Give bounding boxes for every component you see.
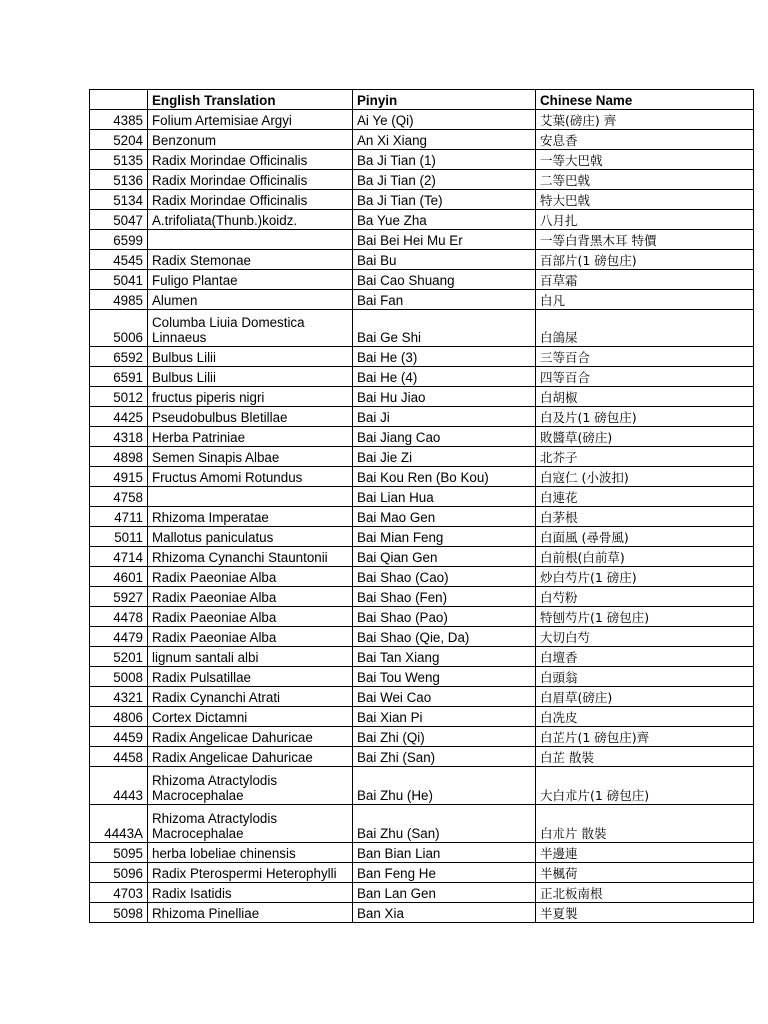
chinese-name-cell: 正北板南根 <box>536 883 754 903</box>
pinyin-cell: Bai Zhi (San) <box>353 747 536 767</box>
item-id-cell: 4479 <box>90 627 148 647</box>
english-translation-cell: Columba Liuia Domestica Linnaeus <box>148 310 353 347</box>
english-translation-cell: Radix Isatidis <box>148 883 353 903</box>
herb-price-table <box>89 89 754 923</box>
pinyin-cell: Bai Tou Weng <box>353 667 536 687</box>
item-id-cell: 6591 <box>90 367 148 387</box>
pinyin-cell: Bai Qian Gen <box>353 547 536 567</box>
table-row <box>90 427 754 447</box>
table-row <box>90 250 754 270</box>
chinese-name-cell: 白茅根 <box>536 507 754 527</box>
item-id-cell: 6599 <box>90 230 148 250</box>
item-id-cell: 5008 <box>90 667 148 687</box>
english-translation-cell: Radix Angelicae Dahuricae <box>148 727 353 747</box>
chinese-name-cell: 百草霜 <box>536 270 754 290</box>
pinyin-cell: Ban Feng He <box>353 863 536 883</box>
item-id-cell: 4806 <box>90 707 148 727</box>
pinyin-cell: Bai Shao (Pao) <box>353 607 536 627</box>
chinese-name-cell: 白凡 <box>536 290 754 310</box>
pinyin-cell: Bai Lian Hua <box>353 487 536 507</box>
item-id-cell: 5095 <box>90 843 148 863</box>
chinese-name-cell: 八月扎 <box>536 210 754 230</box>
chinese-name-cell: 白芷片(1 磅包庄)齊 <box>536 727 754 747</box>
item-id-cell: 5134 <box>90 190 148 210</box>
chinese-name-cell: 半夏製 <box>536 903 754 923</box>
pinyin-cell: Bai Zhi (Qi) <box>353 727 536 747</box>
item-id-cell: 4443A <box>90 805 148 843</box>
chinese-name-cell: 一等大巴戟 <box>536 150 754 170</box>
pinyin-cell: Bai Jie Zi <box>353 447 536 467</box>
english-translation-cell: A.trifoliata(Thunb.)koidz. <box>148 210 353 230</box>
item-id-cell: 5927 <box>90 587 148 607</box>
english-translation-cell: Radix Pterospermi Heterophylli <box>148 863 353 883</box>
table-row <box>90 707 754 727</box>
pinyin-cell: Bai Bei Hei Mu Er <box>353 230 536 250</box>
item-id-cell: 6592 <box>90 347 148 367</box>
english-translation-cell: Benzonum <box>148 130 353 150</box>
table-row <box>90 387 754 407</box>
table-row <box>90 130 754 150</box>
pinyin-cell: Bai Fan <box>353 290 536 310</box>
table-row <box>90 567 754 587</box>
chinese-name-cell: 白芷 散裝 <box>536 747 754 767</box>
pinyin-cell: Ban Lan Gen <box>353 883 536 903</box>
english-translation-cell: Radix Angelicae Dahuricae <box>148 747 353 767</box>
english-translation-cell: Cortex Dictamni <box>148 707 353 727</box>
chinese-name-cell: 三等百合 <box>536 347 754 367</box>
item-id-cell: 5041 <box>90 270 148 290</box>
pinyin-cell: Ba Yue Zha <box>353 210 536 230</box>
chinese-name-cell: 北芥子 <box>536 447 754 467</box>
chinese-name-cell: 特大巴戟 <box>536 190 754 210</box>
chinese-name-cell: 白頭翁 <box>536 667 754 687</box>
column-header-english: English Translation <box>148 90 353 110</box>
chinese-name-cell: 白芍粉 <box>536 587 754 607</box>
english-translation-cell: Bulbus Lilii <box>148 367 353 387</box>
chinese-name-cell: 炒白芍片(1 磅庄) <box>536 567 754 587</box>
item-id-cell: 4898 <box>90 447 148 467</box>
item-id-cell: 4601 <box>90 567 148 587</box>
chinese-name-cell: 大切白芍 <box>536 627 754 647</box>
pinyin-cell: Bai Xian Pi <box>353 707 536 727</box>
table-row <box>90 527 754 547</box>
chinese-name-cell: 白連花 <box>536 487 754 507</box>
chinese-name-cell: 白胡椒 <box>536 387 754 407</box>
english-translation-cell: Folium Artemisiae Argyi <box>148 110 353 130</box>
item-id-cell: 4985 <box>90 290 148 310</box>
table-row <box>90 667 754 687</box>
item-id-cell: 4443 <box>90 767 148 805</box>
english-translation-cell: fructus piperis nigri <box>148 387 353 407</box>
table-row <box>90 467 754 487</box>
english-translation-cell: Radix Paeoniae Alba <box>148 627 353 647</box>
item-id-cell: 4318 <box>90 427 148 447</box>
table-row <box>90 407 754 427</box>
table-row <box>90 587 754 607</box>
pinyin-cell: Ai Ye (Qi) <box>353 110 536 130</box>
column-header-pinyin: Pinyin <box>353 90 536 110</box>
pinyin-cell: Ban Bian Lian <box>353 843 536 863</box>
english-translation-cell: Rhizoma Pinelliae <box>148 903 353 923</box>
chinese-name-cell: 半楓荷 <box>536 863 754 883</box>
table-row <box>90 367 754 387</box>
column-header-chinese: Chinese Name <box>536 90 754 110</box>
item-id-cell: 4703 <box>90 883 148 903</box>
table-row <box>90 843 754 863</box>
item-id-cell: 5098 <box>90 903 148 923</box>
table-row <box>90 270 754 290</box>
item-id-cell: 4478 <box>90 607 148 627</box>
table-row <box>90 767 754 805</box>
english-translation-cell: Radix Paeoniae Alba <box>148 587 353 607</box>
english-translation-cell: Rhizoma Atractylodis Macrocephalae <box>148 805 353 843</box>
table-row <box>90 447 754 467</box>
item-id-cell: 4385 <box>90 110 148 130</box>
table-row <box>90 903 754 923</box>
chinese-name-cell: 百部片(1 磅包庄) <box>536 250 754 270</box>
pinyin-cell: Bai Ge Shi <box>353 310 536 347</box>
item-id-cell: 4714 <box>90 547 148 567</box>
pinyin-cell: Bai Zhu (San) <box>353 805 536 843</box>
chinese-name-cell: 白前根(白前草) <box>536 547 754 567</box>
english-translation-cell: Radix Cynanchi Atrati <box>148 687 353 707</box>
pinyin-cell: Bai Ji <box>353 407 536 427</box>
table-row <box>90 487 754 507</box>
item-id-cell: 5047 <box>90 210 148 230</box>
english-translation-cell: Semen Sinapis Albae <box>148 447 353 467</box>
english-translation-cell: Fructus Amomi Rotundus <box>148 467 353 487</box>
chinese-name-cell: 二等巴戟 <box>536 170 754 190</box>
chinese-name-cell: 敗醬草(磅庄) <box>536 427 754 447</box>
item-id-cell: 5011 <box>90 527 148 547</box>
pinyin-cell: Ba Ji Tian (2) <box>353 170 536 190</box>
english-translation-cell: Mallotus paniculatus <box>148 527 353 547</box>
pinyin-cell: An Xi Xiang <box>353 130 536 150</box>
item-id-cell: 5204 <box>90 130 148 150</box>
item-id-cell: 4458 <box>90 747 148 767</box>
english-translation-cell: Radix Paeoniae Alba <box>148 567 353 587</box>
english-translation-cell: Radix Morindae Officinalis <box>148 190 353 210</box>
pinyin-cell: Bai Kou Ren (Bo Kou) <box>353 467 536 487</box>
pinyin-cell: Bai Shao (Cao) <box>353 567 536 587</box>
item-id-cell: 5006 <box>90 310 148 347</box>
table-row <box>90 727 754 747</box>
pinyin-cell: Ba Ji Tian (1) <box>353 150 536 170</box>
pinyin-cell: Bai Hu Jiao <box>353 387 536 407</box>
table-row <box>90 347 754 367</box>
column-header-id <box>90 90 148 110</box>
pinyin-cell: Bai Mao Gen <box>353 507 536 527</box>
chinese-name-cell: 大白朮片(1 磅包庄) <box>536 767 754 805</box>
pinyin-cell: Bai Zhu (He) <box>353 767 536 805</box>
english-translation-cell: Pseudobulbus Bletillae <box>148 407 353 427</box>
chinese-name-cell: 白冼皮 <box>536 707 754 727</box>
pinyin-cell: Bai Wei Cao <box>353 687 536 707</box>
pinyin-cell: Bai Shao (Fen) <box>353 587 536 607</box>
pinyin-cell: Bai Jiang Cao <box>353 427 536 447</box>
chinese-name-cell: 安息香 <box>536 130 754 150</box>
item-id-cell: 4711 <box>90 507 148 527</box>
chinese-name-cell: 四等百合 <box>536 367 754 387</box>
chinese-name-cell: 特刨芍片(1 磅包庄) <box>536 607 754 627</box>
english-translation-cell: Rhizoma Cynanchi Stauntonii <box>148 547 353 567</box>
item-id-cell: 4545 <box>90 250 148 270</box>
table-row <box>90 607 754 627</box>
item-id-cell: 4915 <box>90 467 148 487</box>
table-row <box>90 110 754 130</box>
chinese-name-cell: 白眉草(磅庄) <box>536 687 754 707</box>
pinyin-cell: Bai Bu <box>353 250 536 270</box>
pinyin-cell: Bai Tan Xiang <box>353 647 536 667</box>
pinyin-cell: Bai Shao (Qie, Da) <box>353 627 536 647</box>
english-translation-cell: Alumen <box>148 290 353 310</box>
english-translation-cell <box>148 230 353 250</box>
english-translation-cell: Radix Morindae Officinalis <box>148 150 353 170</box>
table-row <box>90 170 754 190</box>
table-row <box>90 507 754 527</box>
table-header-row <box>90 90 754 110</box>
chinese-name-cell: 白及片(1 磅包庄) <box>536 407 754 427</box>
english-translation-cell: Radix Morindae Officinalis <box>148 170 353 190</box>
item-id-cell: 5135 <box>90 150 148 170</box>
item-id-cell: 4321 <box>90 687 148 707</box>
english-translation-cell: herba lobeliae chinensis <box>148 843 353 863</box>
chinese-name-cell: 一等白背黑木耳 特價 <box>536 230 754 250</box>
pinyin-cell: Bai He (3) <box>353 347 536 367</box>
item-id-cell: 5012 <box>90 387 148 407</box>
chinese-name-cell: 白面風 (尋骨風) <box>536 527 754 547</box>
table-row <box>90 150 754 170</box>
english-translation-cell: Rhizoma Imperatae <box>148 507 353 527</box>
english-translation-cell: Rhizoma Atractylodis Macrocephalae <box>148 767 353 805</box>
pinyin-cell: Bai Mian Feng <box>353 527 536 547</box>
table-row <box>90 230 754 250</box>
table-row <box>90 210 754 230</box>
table-row <box>90 805 754 843</box>
table-row <box>90 883 754 903</box>
english-translation-cell: Herba Patriniae <box>148 427 353 447</box>
item-id-cell: 5201 <box>90 647 148 667</box>
chinese-name-cell: 白朮片 散裝 <box>536 805 754 843</box>
table-row <box>90 647 754 667</box>
pinyin-cell: Bai He (4) <box>353 367 536 387</box>
chinese-name-cell: 白壇香 <box>536 647 754 667</box>
chinese-name-cell: 白寇仁 (小波扣) <box>536 467 754 487</box>
table-row <box>90 627 754 647</box>
chinese-name-cell: 白鴿屎 <box>536 310 754 347</box>
english-translation-cell <box>148 487 353 507</box>
item-id-cell: 4758 <box>90 487 148 507</box>
item-id-cell: 5096 <box>90 863 148 883</box>
table-row <box>90 863 754 883</box>
chinese-name-cell: 半邊連 <box>536 843 754 863</box>
table-row <box>90 290 754 310</box>
table-row <box>90 190 754 210</box>
table-row <box>90 547 754 567</box>
pinyin-cell: Bai Cao Shuang <box>353 270 536 290</box>
pinyin-cell: Ba Ji Tian (Te) <box>353 190 536 210</box>
table-body <box>90 110 754 923</box>
pinyin-cell: Ban Xia <box>353 903 536 923</box>
english-translation-cell: Radix Stemonae <box>148 250 353 270</box>
item-id-cell: 5136 <box>90 170 148 190</box>
english-translation-cell: Fuligo Plantae <box>148 270 353 290</box>
english-translation-cell: Bulbus Lilii <box>148 347 353 367</box>
english-translation-cell: Radix Paeoniae Alba <box>148 607 353 627</box>
item-id-cell: 4425 <box>90 407 148 427</box>
table-row <box>90 310 754 347</box>
english-translation-cell: lignum santali albi <box>148 647 353 667</box>
chinese-name-cell: 艾葉(磅庄) 齊 <box>536 110 754 130</box>
item-id-cell: 4459 <box>90 727 148 747</box>
table-row <box>90 687 754 707</box>
table-row <box>90 747 754 767</box>
english-translation-cell: Radix Pulsatillae <box>148 667 353 687</box>
